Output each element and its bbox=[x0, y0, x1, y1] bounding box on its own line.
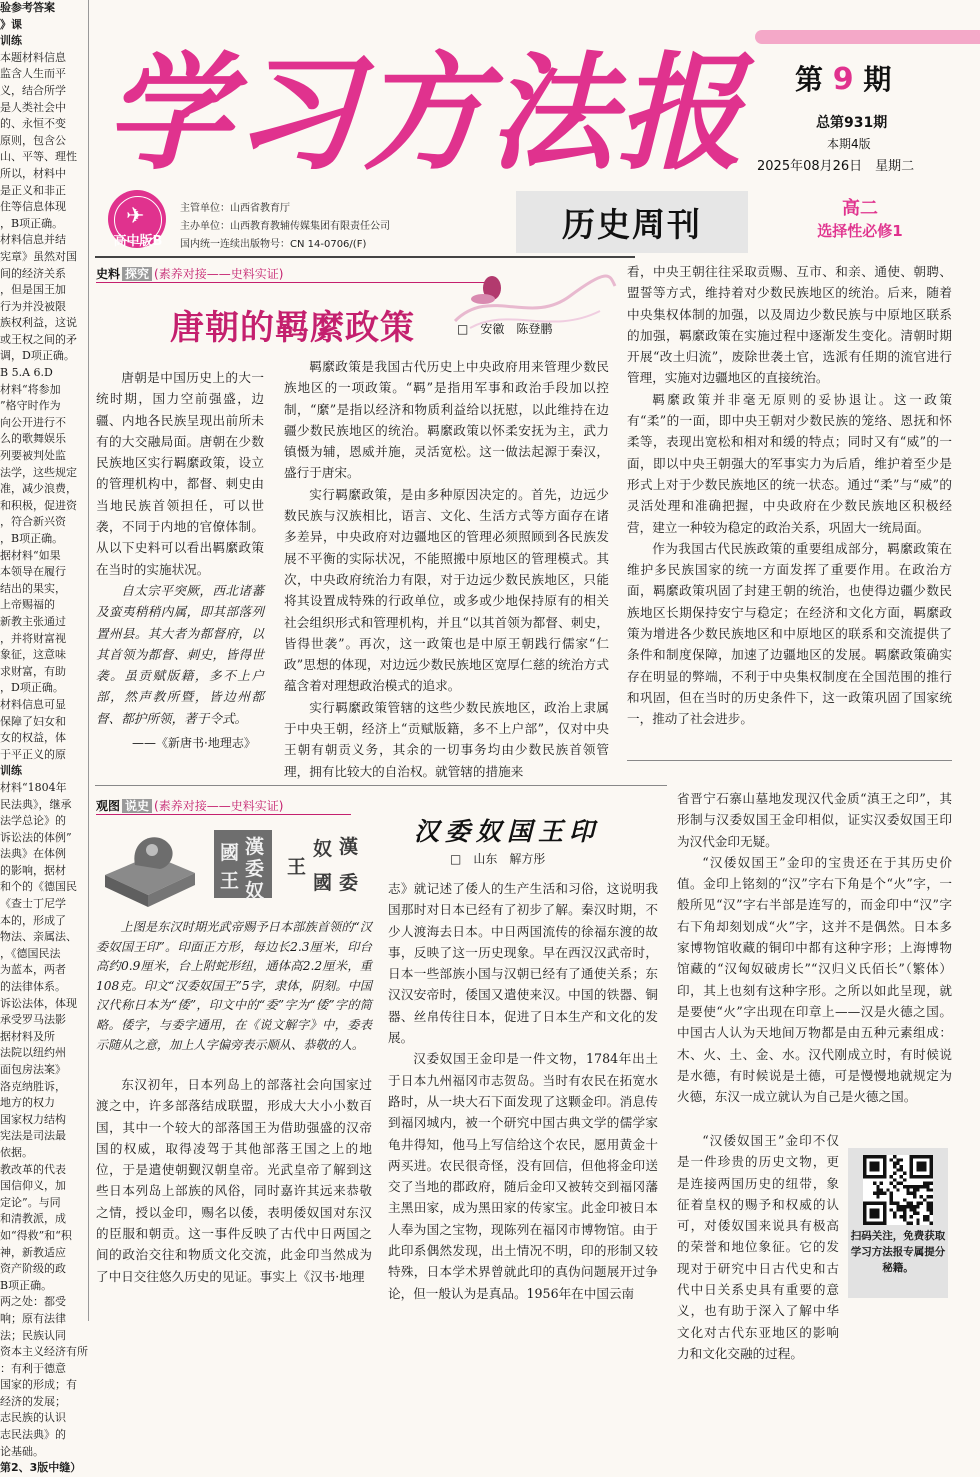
article2-column2 bbox=[388, 878, 658, 1304]
seal-character: 委 bbox=[245, 858, 265, 880]
seal-character: 王 bbox=[287, 856, 307, 878]
answer-strip-line: 训练 bbox=[0, 34, 22, 48]
answer-strip-line: 准，减少浪费， bbox=[0, 482, 77, 496]
section2-tag-box: 说史 bbox=[122, 799, 152, 813]
article2-column1 bbox=[96, 1074, 372, 1287]
answer-strip-line: B 5.A 6.D bbox=[0, 366, 53, 380]
answer-strip-line: 志民法典》的 bbox=[0, 1428, 66, 1442]
article1-column3 bbox=[627, 261, 952, 730]
grade-label: 高二 bbox=[842, 198, 878, 219]
organizer-line: 主办单位：山西教育教辅传媒集团有限责任公司 bbox=[180, 221, 390, 232]
article1-column1 bbox=[96, 367, 264, 754]
answer-strip-line: 经济的发展； bbox=[0, 1394, 66, 1408]
seal-character: 國 bbox=[313, 872, 333, 894]
answer-strip-line: 女的权益，体 bbox=[0, 731, 66, 745]
edition-pages: 本期4版 bbox=[827, 137, 871, 151]
article2-paragraph: 志》就记述了倭人的生产生活和习俗，这说明我国那时对日本已经有了初步了解。秦汉时期，不少人渡海去日本。中日两国流传的徐福东渡的故事，反映了这一历史现象。早在西汉汉武帝时，日本一些部族小国与汉朝已经有了通使关系；东汉汉安帝时，倭国又遣使来汉。中国的铁器、铜器、丝帛传往日本，促进了日本生产和文化的发展。 bbox=[388, 881, 658, 1046]
answer-strip-line: 国信仰义，加 bbox=[0, 1179, 66, 1193]
seal-character: 奴 bbox=[313, 838, 333, 860]
answer-strip-line: 行为并没被限 bbox=[0, 299, 66, 313]
qr-code-icon[interactable] bbox=[863, 1155, 933, 1225]
answer-strip-line: ，B项正确。 bbox=[0, 216, 64, 230]
sponsor-line: 主管单位：山西省教育厅 bbox=[180, 203, 290, 214]
section2-tag bbox=[96, 797, 283, 814]
article1-quote: 自太宗平突厥，西北诸蕃及蛮夷稍稍内属，即其部落列置州县。其大者为都督府，以其首领为都督、刺史，皆得世袭。虽贡赋版籍，多不上户部，然声教所暨，皆边州都督、都护所领，著于令式。 bbox=[96, 582, 264, 726]
answer-strip-line: 间的经济关系 bbox=[0, 266, 66, 280]
answer-strip-line: ，但是国王加 bbox=[0, 283, 66, 297]
answer-strip-line: 本的，形成了 bbox=[0, 913, 66, 927]
section2-tag-main: 观图 bbox=[96, 799, 121, 813]
answer-strip-line: 的法律体系。 bbox=[0, 980, 66, 994]
answer-strip-line: B项正确。 bbox=[0, 1278, 53, 1292]
answer-strip-line: 调，D项正确。 bbox=[0, 349, 75, 363]
answer-strip-line: 法典》在体例 bbox=[0, 847, 66, 861]
answer-strip-line: ，《德国民法 bbox=[0, 946, 61, 960]
article2-column3 bbox=[677, 788, 952, 1107]
answer-strip-line: 么的歌舞娱乐 bbox=[0, 432, 66, 446]
answer-strip-line: 材料信息并结 bbox=[0, 233, 66, 247]
answer-strip-line: 资产阶级的政 bbox=[0, 1262, 66, 1276]
seal-character: 國 bbox=[220, 842, 240, 864]
answer-strip-line: 物法、亲属法、 bbox=[0, 930, 77, 944]
answer-strip-line: 法学总论》的 bbox=[0, 814, 66, 828]
article2-column3-bottom bbox=[677, 1130, 839, 1364]
answer-strip-line: 和积极，促进资 bbox=[0, 498, 77, 512]
answer-strip-line: 神，新教适应 bbox=[0, 1245, 66, 1259]
answer-strip-line: 法学，这些规定 bbox=[0, 465, 77, 479]
article1-paragraph: 实行羁縻政策管辖的这些少数民族地区，政治上隶属于中央王朝，经济上“贡赋版籍，多不上户部”，仅对中央王朝有朝贡义务，其余的一切事务均由少数民族首领管理，拥有比较大的自治权。就管辖的措施来 bbox=[284, 699, 609, 779]
answer-strip-line: 山、平等、理性 bbox=[0, 150, 77, 164]
answer-strip-line: 是人类社会中 bbox=[0, 100, 66, 114]
answer-strip-line: ，符合新兴资 bbox=[0, 515, 66, 529]
answer-strip-line: 材料“将参加 bbox=[0, 382, 61, 396]
issue-number-value: 9 bbox=[832, 62, 854, 97]
answer-strip-line: 住等信息体现 bbox=[0, 200, 66, 214]
answer-strip-line: 义，结合所学 bbox=[0, 83, 66, 97]
seal-character: 委 bbox=[339, 872, 359, 894]
answer-strip-line: 地方的权力 bbox=[0, 1096, 55, 1110]
answer-strip-line: 本领导在履行 bbox=[0, 565, 66, 579]
article1-intro: 唐朝是中国历史上的大一统时期，国力空前强盛，边疆、内地各民族呈现出前所未有的大交融局面。唐朝在少数民族地区实行羁縻政策，设立的管理机构中，都督、刺史由当地民族首领担任，可以世袭，不同于内地的官僚体制。从以下史料可以看出羁縻政策在当时的实施状况。 bbox=[96, 370, 264, 577]
answer-strip-line: 材料“1804年 bbox=[0, 780, 67, 794]
article2-col1-text: 东汉初年，日本列岛上的部落社会向国家过渡之中，许多部落结成联盟，形成大大小小数百国，其中一个较大的部落国王为借助强盛的汉帝国的权威，取得凌驾于其他部落王国之上的地位，于是遣使朝觐汉朝皇帝。光武皇帝了解到这些日本列岛上部族的风俗，同时嘉许其远来恭敬之情，授以金印，赐名以倭，表明倭奴国对东汉的臣服和朝贡。这一事件反映了古代中日两国之间的政治交往和物质文化交流，此金印当然成为了中日交往悠久历史的见证。事实上《汉书·地理 bbox=[96, 1077, 372, 1284]
answer-strip-line: 所以，材料中 bbox=[0, 166, 66, 180]
cn-number-line: 国内统一连续出版物号：CN 14-0706/(F) bbox=[180, 239, 367, 250]
answer-strip-line: 列要被判处监 bbox=[0, 449, 66, 463]
answer-strip-line: 》课 bbox=[0, 17, 22, 31]
answer-strip-line: 和清教派，成 bbox=[0, 1212, 66, 1226]
article2-paragraph: 省晋宁石寨山墓地发现汉代金质“滇王之印”，其形制与汉委奴国王金印相似，证实汉委奴国王印为汉代金印无疑。 bbox=[677, 791, 952, 849]
newspaper-masthead-title: 学习方法报 bbox=[105, 39, 745, 187]
answer-strip-line: 国家的形成；有 bbox=[0, 1378, 77, 1392]
section1-tag bbox=[96, 265, 283, 282]
gold-seal-photo bbox=[100, 825, 200, 910]
answer-strip-line: 求财富，有助 bbox=[0, 664, 66, 678]
qr-promo-text: 扫码关注，免费获取学习方法报专属提分秘籍。 bbox=[850, 1230, 946, 1274]
left-margin-answer-strip bbox=[0, 0, 89, 1475]
logo-text: 高中版B bbox=[113, 234, 163, 249]
seal-character: 奴 bbox=[245, 880, 265, 902]
section1-tag-sub: (素养对接——史料实证) bbox=[154, 267, 284, 281]
seal-caption bbox=[96, 918, 372, 1055]
section1-tag-box: 探究 bbox=[122, 267, 152, 281]
answer-strip-line: 法；民族认同 bbox=[0, 1328, 66, 1342]
answer-strip-line: 诉讼法的体例” bbox=[0, 830, 72, 844]
article1-column2 bbox=[284, 356, 609, 782]
bird-logo-icon: ✈ bbox=[126, 204, 145, 229]
answer-strip-line: 原则，包含公 bbox=[0, 133, 66, 147]
article2-conclusion: “汉倭奴国王”金印不仅是一件珍贵的历史文物，更是连接两国历史的纽带，象征着皇权的赐予和权威的认可，对倭奴国来说具有极高的荣誉和地位象征。它的发现对于研究中日古代史和古代中日关系史具有重要的意义，也有助于深入了解中华文化对古代东亚地区的影响力和文化交融的过程。 bbox=[677, 1133, 839, 1361]
answer-strip-line: 据材料“如果 bbox=[0, 548, 61, 562]
issue-suffix: 期 bbox=[863, 63, 892, 96]
section1-tag-main: 史料 bbox=[96, 267, 121, 281]
answer-strip-line: 响；原有法律 bbox=[0, 1311, 66, 1325]
answer-strip-line: 洛克纳胜诉， bbox=[0, 1079, 66, 1093]
answer-strip-line: 验参考答案 bbox=[0, 1, 55, 14]
answer-strip-line: 监含人生而平 bbox=[0, 67, 66, 81]
section2-tag-sub: (素养对接——史料实证) bbox=[154, 799, 284, 813]
article2-paragraph: 汉委奴国王金印是一件文物，1784年出土于日本九州福冈市志贺岛。当时有农民在拓宽水路时，从一块大石下面发现了这颗金印。消息传到福冈城内，被一个研究中国古典文学的儒学家龟井得知，他马上写信给这个农民，愿用黄金十两买进。农民很奇怪，没有回信，但他将金印送交了当地的郡政府，随后金印又被转交到福冈藩主黑田家，成为黑田家的传家宝。此金印被日本人奉为国之宝物，现陈列在福冈市博物馆。由于此印系偶然发现，出土情况不明，印的形制又较特殊，日本学术界曾就此印的真伪问题展开过争论，但一般认为是真品。1956年在中国云南 bbox=[388, 1051, 658, 1301]
answer-strip-line: 训练 bbox=[0, 764, 22, 778]
answer-strip-line: 的影响，据材 bbox=[0, 863, 66, 877]
article2-title: 汉委奴国王印 bbox=[414, 817, 601, 846]
answer-strip-line: 象征，这意味 bbox=[0, 648, 66, 662]
seal-character: 漢 bbox=[245, 836, 265, 858]
answer-strip-line: 法院以纽约州 bbox=[0, 1046, 66, 1060]
answer-strip-line: 志民族的认识 bbox=[0, 1411, 66, 1425]
answer-strip-line: 民法典》，继承 bbox=[0, 797, 72, 811]
answer-strip-line: 国家权力结构 bbox=[0, 1112, 66, 1126]
header-rule bbox=[95, 256, 635, 258]
article2-paragraph: “汉倭奴国王”金印的宝贵还在于其历史价值。金印上铭刻的“汉”字右下角是个“火”字，一般所见“汉”字右半部是连写的，而金印中“汉”字右下角却刻划成“火”字，这并不是偶然。日本多家博物馆收藏的铜印中都有这种字形；上海博物馆藏的“汉匈奴破虏长”“汉归义氏佰长”（繁体）印，其上也刻有这种字形。之所以如此呈现，就是要使“火”字出现在印章上——汉是火德之国。中国古人认为天地间万物都是由五种元素组成：木、火、土、金、水。汉代刚成立时，有时候说是水德，有时候说是土德，可是慢慢地就规定为火德，东汉一成立就认为自己是火德之国。 bbox=[677, 854, 952, 1105]
section-divider-right bbox=[627, 760, 952, 761]
answer-strip-line: 本题材料信息 bbox=[0, 50, 66, 64]
answer-strip-line: 材料信息可显 bbox=[0, 697, 66, 711]
answer-strip-line: 《查士丁尼学 bbox=[0, 897, 66, 911]
answer-strip-line: 的、永恒不变 bbox=[0, 117, 66, 131]
answer-strip-line: 新教主张通过 bbox=[0, 614, 66, 628]
answer-strip-line: 诉讼法体，体现 bbox=[0, 996, 77, 1010]
answer-strip-line: 第2、3版中缝） bbox=[0, 1461, 82, 1475]
seal-character: 王 bbox=[220, 870, 240, 892]
answer-strip-line: 族权利益，这说 bbox=[0, 316, 77, 330]
seal-character: 漢 bbox=[339, 836, 359, 858]
article1-paragraph: 羁縻政策是我国古代历史上中央政府用来管理少数民族地区的一项政策。“羁”是指用军事和政治手段加以控制，“縻”是指以经济和物质利益给以抚慰，以此维持在边疆少数民族地区的统治。羁縻政策以怀柔安抚为主，武力镇慑为辅，恩威并施，灵活宽松。这一做法起源于秦汉，盛行于唐宋。 bbox=[284, 359, 609, 481]
answer-strip-line: ，B项正确。 bbox=[0, 532, 64, 545]
answer-strip-line: ，并将财富视 bbox=[0, 631, 66, 645]
course-label: 选择性必修1 bbox=[817, 222, 903, 240]
answer-strip-line: 两之处：都受 bbox=[0, 1295, 66, 1309]
article1-paragraph: 作为我国古代民族政策的重要组成部分，羁縻政策在维护多民族国家的统一方面发挥了重要作用。在政治方面，羁縻政策巩固了封建王朝的统治，也使得边疆少数民族地区长期保持安宁与稳定；在经济和文化方面，羁縻政策为增进各少数民族地区和中原地区的联系和交流提供了条件和制度保障，加速了边疆地区的发展。羁縻政策确实存在明显的弊端，不利于中央集权制度在全国范围的推行和巩固，但在当时的历史条件下，这一政策巩固了国家统一，推动了社会进步。 bbox=[627, 540, 952, 727]
article1-author: □ 安徽 陈登鹏 bbox=[457, 322, 553, 336]
answer-strip-line: 宪章》虽然对国 bbox=[0, 249, 77, 263]
seal-stamp-dark bbox=[214, 830, 272, 902]
answer-strip-line: 资本主义经济有所 bbox=[0, 1345, 88, 1359]
answer-strip-line: 宪法是司法最 bbox=[0, 1129, 66, 1143]
article1-paragraph: 羁縻政策并非毫无原则的妥协退让。这一政策有“柔”的一面，即中央王朝对少数民族的笼络、恩抚和怀柔等，表现出宽松和相对和缓的特点；同时又有“威”的一面，即以中央王朝强大的军事实力为后盾，维护着至少是形式上对于少数民族地区的统一状态。通过“柔”与“威”的灵活处理和准确把握，中央政府在少数民族地区积极经营，建立一种较为稳定的政治关系，巩固大一统局面。 bbox=[627, 391, 952, 535]
answer-strip-line: ”格守时作为 bbox=[0, 399, 61, 413]
answer-strip-line: 是正义和非正 bbox=[0, 183, 66, 197]
answer-strip-line: 承受罗马法影 bbox=[0, 1013, 66, 1027]
top-decorative-bar bbox=[755, 30, 980, 44]
article1-paragraph: 看，中央王朝往往采取贡赐、互市、和亲、通使、朝聘、盟誓等方式，维持着对少数民族地区的统治。后来，随着中央集权体制的加强，以及周边少数民族与中原地区联系的加强，羁縻政策在实施过程中逐渐发生变化。清朝时期开展“改土归流”，废除世袭土官，选派有任期的流官进行管理，实施对边疆地区的直接统治。 bbox=[627, 264, 952, 386]
article1-paragraph: 实行羁縻政策，是由多种原因决定的。首先，边远少数民族与汉族相比，语言、文化、生活方式等方面存在诸多差异，中央政府对边疆地区的管理必须照顾到各民族发展不平衡的实际状况，不能照搬中原地区的管理模式。其次，中央政府统治力有限，对于边远少数民族地区，只能将其设置成特殊的行政单位，或多或少地保持原有的相关社会组织形式和管理机构，并且“以其首领为都督、刺史，皆得世袭”。再次，这一政策也是中原王朝践行儒家“仁政”思想的体现，对边远少数民族地区宽厚仁慈的统治方式蕴含着对理想政治模式的追求。 bbox=[284, 486, 609, 694]
answer-strip-line: ：有利于德意 bbox=[0, 1361, 66, 1375]
answer-strip-line: 向公开进行不 bbox=[0, 415, 66, 429]
answer-strip-line: 论基础。 bbox=[0, 1444, 44, 1458]
section1-tag-underline bbox=[96, 282, 486, 283]
total-issue: 总第931期 bbox=[816, 115, 888, 131]
weekly-label: 历史周刊 bbox=[562, 205, 702, 244]
answer-strip-line: 为蓝本，两者 bbox=[0, 963, 66, 977]
publication-date: 2025年08月26日 星期二 bbox=[757, 159, 915, 174]
answer-strip-line: 依据。 bbox=[0, 1145, 33, 1159]
answer-strip-line: ，D项正确。 bbox=[0, 681, 64, 695]
issue-prefix: 第 bbox=[795, 63, 824, 96]
answer-strip-line: 结出的果实， bbox=[0, 581, 66, 595]
caption-text: 上图是东汉时期光武帝赐予日本部族首领的“汉委奴国王印”。印面正方形，每边长2.3厘米，印台高约0.9厘米，台上附蛇形纽，通体高2.2厘米，重108克。印文“汉委奴国王”5字，隶体，阴刻。中国汉代称日本为“倭”，印文中的“委”字为“倭”字的简略。倭字，与委字通用，在《说文解字》中，委表示随从之意，加上人字偏旁表示顺从、恭敬的人。 bbox=[96, 920, 372, 1052]
answer-strip-line: 于平正义的原 bbox=[0, 747, 66, 761]
section2-tag-underline bbox=[96, 814, 351, 815]
answer-strip-line: 教改革的代表 bbox=[0, 1162, 66, 1176]
issue-number bbox=[795, 58, 891, 98]
seal-stamp-light bbox=[283, 828, 363, 906]
article1-quote-source: ——《新唐书·地理志》 bbox=[132, 736, 256, 751]
answer-strip-line: 定论”。与同 bbox=[0, 1195, 61, 1209]
answer-strip-line: 据材料及所 bbox=[0, 1029, 55, 1043]
answer-strip-line: 面包房法案》 bbox=[0, 1063, 66, 1076]
answer-strip-line: 如“得救”和“积 bbox=[0, 1228, 72, 1242]
answer-strip-line: 保障了妇女和 bbox=[0, 714, 66, 728]
article2-author: □ 山东 解方彤 bbox=[450, 852, 546, 866]
answer-strip-line: 上帝赐福的 bbox=[0, 598, 55, 612]
article1-title: 唐朝的羁縻政策 bbox=[170, 308, 415, 348]
section-divider bbox=[95, 785, 667, 786]
answer-strip-line: 和个的《德国民 bbox=[0, 880, 77, 894]
answer-strip-line: 或王权之间的矛 bbox=[0, 332, 77, 346]
